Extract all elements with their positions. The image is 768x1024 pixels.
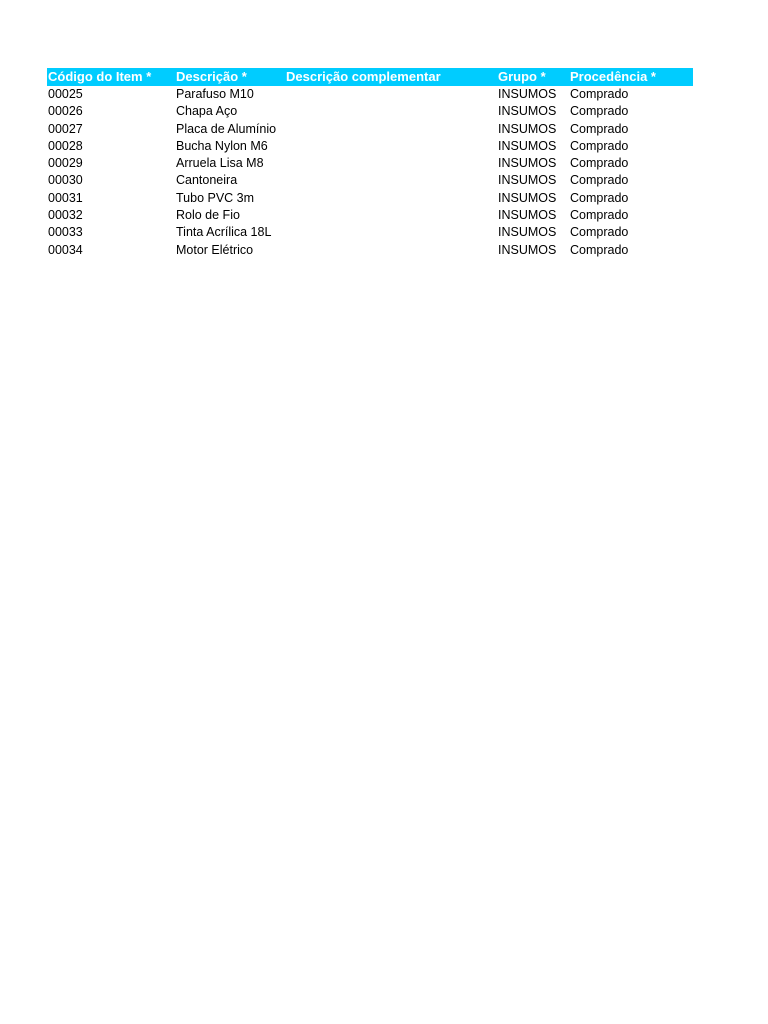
cell-origin[interactable]: Comprado (570, 138, 629, 153)
cell-origin[interactable]: Comprado (570, 156, 629, 171)
cell-description[interactable]: Parafuso M10 (176, 87, 254, 101)
cell-description[interactable]: Bucha Nylon M6 (176, 138, 268, 153)
table-row (47, 207, 693, 224)
cell-description[interactable]: Cantoneira (176, 173, 238, 188)
table-row (47, 242, 693, 259)
cell-group[interactable]: INSUMOS (498, 104, 557, 119)
cell-origin[interactable]: Comprado (570, 121, 629, 136)
cell-group[interactable]: INSUMOS (498, 208, 557, 223)
cell-item-code[interactable]: 00031 (48, 190, 83, 205)
cell-complementary-description[interactable] (285, 103, 497, 120)
cell-group[interactable]: INSUMOS (498, 225, 557, 240)
table-body (47, 86, 693, 259)
cell-complementary-description[interactable] (285, 155, 497, 172)
cell-item-code[interactable]: 00027 (48, 121, 83, 136)
cell-item-code[interactable]: 00033 (48, 225, 83, 240)
items-table (47, 68, 693, 259)
cell-item-code[interactable]: 00025 (48, 87, 83, 101)
cell-complementary-description[interactable] (285, 190, 497, 207)
cell-group[interactable]: INSUMOS (498, 242, 557, 257)
cell-complementary-description[interactable] (285, 242, 497, 259)
cell-item-code[interactable]: 00032 (48, 208, 83, 223)
cell-origin[interactable]: Comprado (570, 208, 629, 223)
cell-group[interactable]: INSUMOS (498, 173, 557, 188)
cell-item-code[interactable]: 00029 (48, 156, 83, 171)
cell-item-code[interactable]: 00034 (48, 242, 83, 257)
header-origin[interactable]: Procedência * (570, 69, 656, 84)
cell-origin[interactable]: Comprado (570, 225, 629, 240)
cell-origin[interactable]: Comprado (570, 242, 629, 257)
cell-origin[interactable]: Comprado (570, 104, 629, 119)
cell-group[interactable]: INSUMOS (498, 87, 557, 101)
cell-complementary-description[interactable] (285, 138, 497, 155)
table-header-row (47, 68, 693, 86)
cell-group[interactable]: INSUMOS (498, 138, 557, 153)
cell-description[interactable]: Placa de Alumínio (176, 121, 277, 136)
cell-item-code[interactable]: 00028 (48, 138, 83, 153)
cell-description[interactable]: Rolo de Fio (176, 208, 240, 223)
cell-origin[interactable]: Comprado (570, 87, 629, 101)
cell-complementary-description[interactable] (285, 121, 497, 138)
cell-description[interactable]: Arruela Lisa M8 (176, 156, 264, 171)
cell-group[interactable]: INSUMOS (498, 121, 557, 136)
cell-item-code[interactable]: 00030 (48, 173, 83, 188)
cell-complementary-description[interactable] (285, 172, 497, 189)
cell-complementary-description[interactable] (285, 224, 497, 241)
table-row (47, 224, 693, 241)
table-row (47, 155, 693, 172)
table-row (47, 121, 693, 138)
table-row (47, 190, 693, 207)
cell-group[interactable]: INSUMOS (498, 190, 557, 205)
cell-origin[interactable]: Comprado (570, 190, 629, 205)
header-complementary-description[interactable]: Descrição complementar (286, 69, 441, 84)
cell-group[interactable]: INSUMOS (498, 156, 557, 171)
header-group[interactable]: Grupo * (498, 69, 546, 84)
cell-description[interactable]: Chapa Aço (176, 104, 238, 119)
table-row (47, 172, 693, 189)
cell-description[interactable]: Tubo PVC 3m (176, 190, 255, 205)
table-row (47, 103, 693, 120)
cell-item-code[interactable]: 00026 (48, 104, 83, 119)
header-description[interactable]: Descrição * (176, 69, 247, 84)
cell-complementary-description[interactable] (285, 207, 497, 224)
cell-description[interactable]: Tinta Acrílica 18L (176, 225, 272, 240)
header-item-code[interactable]: Código do Item * (48, 69, 152, 84)
table-row (47, 86, 693, 103)
cell-origin[interactable]: Comprado (570, 173, 629, 188)
cell-description[interactable]: Motor Elétrico (176, 242, 254, 257)
table-row (47, 138, 693, 155)
cell-complementary-description[interactable] (285, 86, 497, 103)
